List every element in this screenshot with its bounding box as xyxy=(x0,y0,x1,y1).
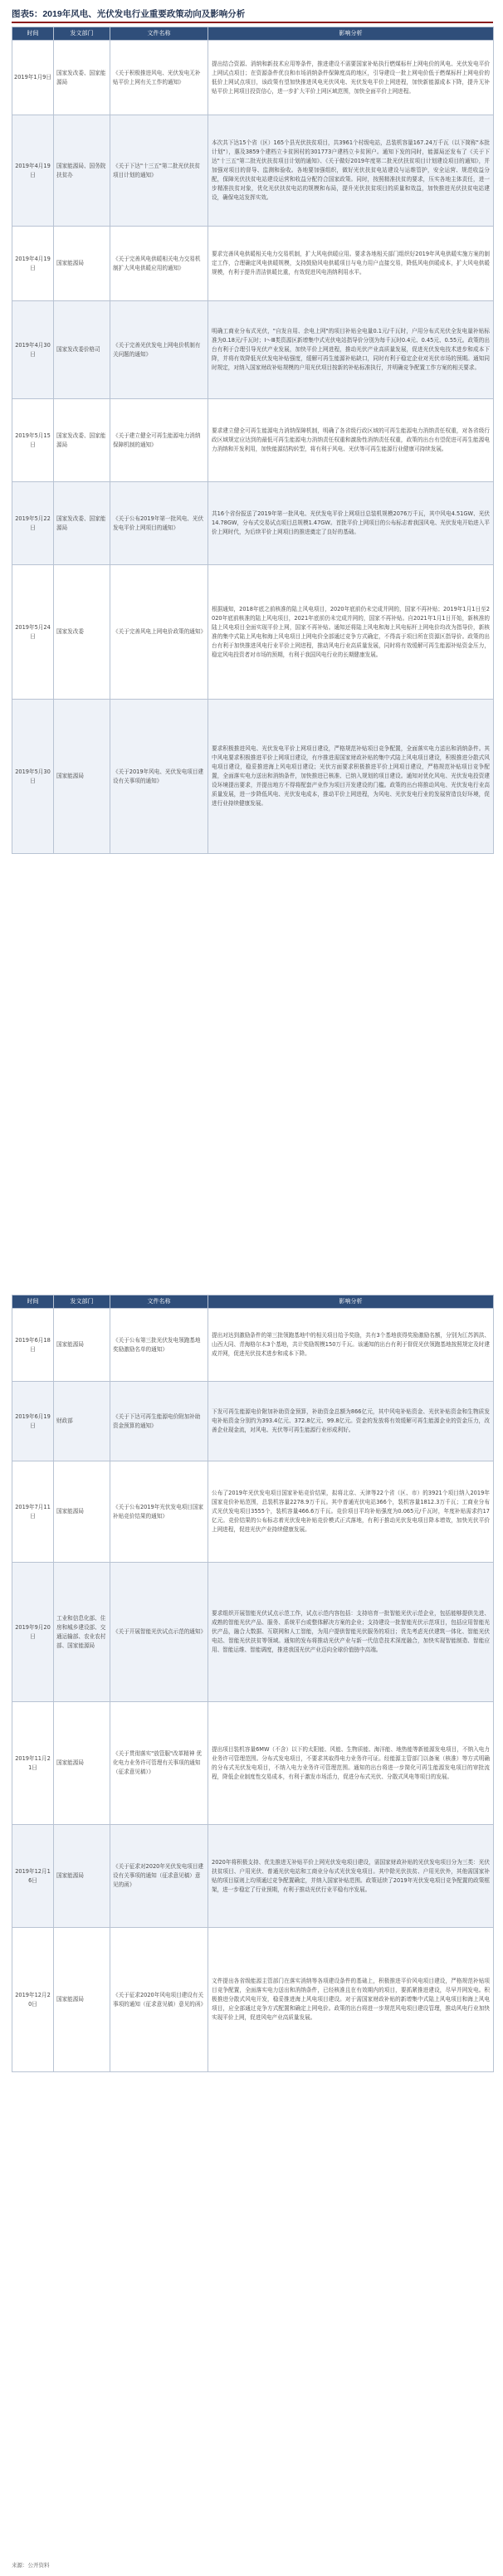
header-dept: 发文部门 xyxy=(54,1295,110,1309)
table-row xyxy=(12,1309,494,1382)
policy-table-part-2 xyxy=(12,1295,494,2072)
row-impact: 要求组织开展智能光伏试点示范工作，试点示范内容包括：支持培育一批智能光伏示范企业，包括能够提供先进、成熟的智能光伏产品、服务、系统平台或整体解决方案的企业；支持建设一批智能光伏示范项目，包括应用智能光伏产品，融合大数据、互联网和人工智能，为用户提供智能光伏服务的项目；优先考虑光伏建筑一体化、智能光伏电站、智能光伏扶贫等领域。通知的发布将推动光伏产业与新一代信息技术深度融合，加快实现智能制造、智能应用、智能运维、智能调度，推进我国光伏产业迈向全球价值链中高端。 xyxy=(208,1563,494,1702)
table-row xyxy=(12,482,494,565)
row-date: 2019年12月16日 xyxy=(12,1825,54,1928)
table-header-row xyxy=(12,27,494,41)
row-dept: 国家发改委、国家能源局 xyxy=(54,399,110,482)
row-impact: 根据通知，2018年底之前核准的陆上风电项目，2020年底前仍未完成并网的，国家不再补贴；2019年1月1日至2020年底前核准的陆上风电项目，2021年底前仍未完成并网的，国家不再补贴。自2021年1月1日开始，新核准的陆上风电项目全面实现平价上网，国家不再补贴。通知还将陆上风电和海上风电标杆上网电价均改为指导价，新核准的集中式陆上风电和海上风电项目上网电价全部通过竞争方式确定，不得高于项目所在资源区指导价。政策的出台有利于加快推进风电行业平价上网进程，推动风电行业高质量发展，同时将有效缓解可再生能源补贴资金压力，稳定风电投资者对市场的预期，有利于我国风电行业的长期健康发展。 xyxy=(208,565,494,700)
row-dept: 国家能源局 xyxy=(54,1825,110,1928)
row-date: 2019年5月30日 xyxy=(12,700,54,854)
row-dept: 工业和信息化部、住房和城乡建设部、交通运输部、农业农村部、国家能源局 xyxy=(54,1563,110,1702)
table-row xyxy=(12,115,494,227)
table-row xyxy=(12,1928,494,2072)
row-file: 《关于建立健全可再生能源电力消纳保障机制的通知》 xyxy=(110,399,208,482)
row-file: 《关于征求对2020年光伏发电项目建设有关事项的通知（征求意见稿）意见的函》 xyxy=(110,1825,208,1928)
row-file: 《关于完善光伏发电上网电价机制有关问题的通知》 xyxy=(110,301,208,399)
row-impact: 本次共下达15个省（区）165个县光伏扶贫项目，共3961个村级电站，总装机容量167.24万千瓦（以下简称"本批计划"），惠及3859个建档立卡贫困村的301773户建档立卡贫困户。通知下发的同时，能源局还发布了《关于下达"十三五"第二批光伏扶贫项目计划的通知》、《关于做好2019年度第二批光伏扶贫项目计划建设项目的通知》，并加强对项目的督导、监测和验收。各地要加强组织，做好光伏扶贫电站建设与运维管护，安全运营、规范收益分配，保障光伏扶贫电站建设运营和收益分配符合国家政策。同时，按照精准扶贫的要求，压实各地主体责任，进一步精准扶贫对象，优化光伏扶贫电站的规模和布局，提升光伏扶贫项目的质量和效益，加快推进光伏扶贫电站建设，确保电站发挥实效。 xyxy=(208,115,494,227)
row-impact: 共16个省份报送了2019年第一批风电、光伏发电平价上网项目总装机规模2076万千瓦，其中风电4.51GW、光伏14.78GW，分布式交易试点项目总规模1.47GW。首批平价上网项目的公布标志着我国风电、光伏发电开始进入平价上网时代，为后续平价上网项目的推进奠定了良好的基础。 xyxy=(208,482,494,565)
row-dept: 国家能源局 xyxy=(54,1309,110,1382)
table-row xyxy=(12,1563,494,1702)
row-file: 《关于公布2019年第一批风电、光伏发电平价上网项目的通知》 xyxy=(110,482,208,565)
row-file: 《关于下达可再生能源电价附加补助资金预算的通知》 xyxy=(110,1382,208,1461)
table-row xyxy=(12,41,494,115)
row-dept: 财政部 xyxy=(54,1382,110,1461)
header-file: 文件名称 xyxy=(110,1295,208,1309)
table-row xyxy=(12,1702,494,1825)
row-date: 2019年9月20日 xyxy=(12,1563,54,1702)
title-rule xyxy=(12,22,493,23)
row-date: 2019年4月19日 xyxy=(12,227,54,301)
row-date: 2019年6月18日 xyxy=(12,1309,54,1382)
table-row xyxy=(12,1382,494,1461)
header-impact: 影响分析 xyxy=(208,1295,494,1309)
row-dept: 国家能源局 xyxy=(54,1928,110,2072)
row-file: 《关于贯彻落实"放管服"改革精神 优化电力业务许可管理有关事项的通知（征求意见稿）》 xyxy=(110,1702,208,1825)
row-date: 2019年5月24日 xyxy=(12,565,54,700)
row-date: 2019年1月9日 xyxy=(12,41,54,115)
table-row xyxy=(12,399,494,482)
row-dept: 国家能源局 xyxy=(54,1461,110,1563)
row-date: 2019年4月19日 xyxy=(12,115,54,227)
table-row xyxy=(12,227,494,301)
header-date: 时间 xyxy=(12,1295,54,1309)
header-impact: 影响分析 xyxy=(208,27,494,41)
table-row xyxy=(12,1461,494,1563)
row-date: 2019年12月20日 xyxy=(12,1928,54,2072)
row-date: 2019年5月22日 xyxy=(12,482,54,565)
source-note: 来源：公开资料 xyxy=(12,2562,50,2569)
row-date: 2019年5月15日 xyxy=(12,399,54,482)
row-impact: 下发可再生能源电价附加补助资金预算，补助资金总额为866亿元，其中风电补贴资金、光伏补贴资金和生物质发电补贴资金分别约为393.4亿元、372.8亿元、99.8亿元。资金的发放将有效缓解可再生能源企业的资金压力，改善企业现金流，对风电、光伏等可再生能源行业形成利好。 xyxy=(208,1382,494,1461)
row-dept: 国家能源局 xyxy=(54,1702,110,1825)
row-date: 2019年7月11日 xyxy=(12,1461,54,1563)
table-row xyxy=(12,1825,494,1928)
row-dept: 国家发改委 xyxy=(54,565,110,700)
row-dept: 国家能源局 xyxy=(54,227,110,301)
row-dept: 国家发改委、国家能源局 xyxy=(54,41,110,115)
row-impact: 提出结合资源、消纳和新技术应用等条件，推进建设不需要国家补贴执行燃煤标杆上网电价的风电、光伏发电平价上网试点项目；在资源条件优良和市场消纳条件保障度高的地区，引导建设一批上网电价低于燃煤标杆上网电价的低价上网试点项目，该政策有望加快推进风电光伏风电、光伏发电平价上网进程，加快新能源成本下降，提升无补贴平价上网项目投资信心，进一步扩大平价上网区域范围，加快全面平价上网进程。 xyxy=(208,41,494,115)
row-impact: 要求完善风电供暖相关电力交易机制，扩大风电供暖应用。要求各地相关部门组织好2019年风电供暖实施方案的制定工作，合理确定风电供暖规模，支持鼓励风电供暖项目与电力用户直接交易，降低风电供暖成本，扩大风电供暖规模，有利于提升清洁供暖比重，有效促进风电消纳利用水平。 xyxy=(208,227,494,301)
row-dept: 国家发改委价格司 xyxy=(54,301,110,399)
row-file: 《关于开展智能光伏试点示范的通知》 xyxy=(110,1563,208,1702)
row-dept: 国家能源局 xyxy=(54,700,110,854)
header-file: 文件名称 xyxy=(110,27,208,41)
header-date: 时间 xyxy=(12,27,54,41)
table-row xyxy=(12,301,494,399)
row-file: 《关于完善风电上网电价政策的通知》 xyxy=(110,565,208,700)
row-file: 《关于2019年风电、光伏发电项目建设有关事项的通知》 xyxy=(110,700,208,854)
policy-table-part-1 xyxy=(12,27,494,854)
row-file: 《关于公布2019年光伏发电项目国家补贴竞价结果的通知》 xyxy=(110,1461,208,1563)
row-impact: 明确工商业分布式光伏，"自发自用、余电上网"的项目补贴全电量0.1元/千瓦时，户用分布式光伏全发电量补贴标准为0.18元/千瓦时；Ⅰ～Ⅲ类资源区新增集中式光伏电站指导价分别为每千瓦时0.4元、0.45元、0.55元。政策的出台有利于合理引导光伏产业发展，加快平价上网进程，推动光伏产业高质量发展，促进光伏发电技术进步和成本下降，并将有效降低光伏发电补贴强度，缓解可再生能源补贴缺口，同时有利于稳定企业对光伏市场的预期。通知同时规定，对纳入国家财政补贴规模的户用光伏项目按新的补贴标准执行，并明确竞争配置工作方案的相关要求。 xyxy=(208,301,494,399)
row-impact: 提出项目装机容量6MW（不含）以下的太阳能、风能、生物质能、海洋能、地热能等新能源发电项目，不纳入电力业务许可管理范围。分布式发电项目，不要求其取得电力业务许可证。经能源主管部门以备案（核准）等方式明确的分布式光伏发电项目，不纳入电力业务许可管理范围。通知的出台将进一步简化可再生能源发电项目的审批流程，降低企业制度性交易成本，有利于激发市场活力，促进分布式光伏、分散式风电等项目的发展。 xyxy=(208,1702,494,1825)
row-date: 2019年4月30日 xyxy=(12,301,54,399)
table-header-row xyxy=(12,1295,494,1309)
table-row xyxy=(12,700,494,854)
row-impact: 提出对达到激励条件的第三批领跑基地中的相关项目给予奖励，共有3个基地获得奖励激励名额，分别为江苏泗洪、山西大同、青海格尔木3个基地，共计奖励规模150万千瓦。该通知的出台有利于督促光伏领跑基地按照规定及时建成并网，促进光伏技术进步和成本下降。 xyxy=(208,1309,494,1382)
row-impact: 要求建立健全可再生能源电力消纳保障机制，明确了各省级行政区域的可再生能源电力消纳责任权重，对各省级行政区域规定应达到的最低可再生能源电力消纳责任权重和激励性消纳责任权重，政策的出台有望促进可再生能源电力消纳和开发利用，加快能源结构转型，将有利于风电、光伏等可再生能源行业健康可持续发展。 xyxy=(208,399,494,482)
figure-title: 图表5：2019年风电、光伏发电行业重要政策动向及影响分析 xyxy=(12,9,246,19)
row-file: 《关于完善风电供暖相关电力交易机制扩大风电供暖应用的通知》 xyxy=(110,227,208,301)
row-date: 2019年6月19日 xyxy=(12,1382,54,1461)
row-impact: 2020年将积极支持、优先推进无补贴平价上网光伏发电项目建设，需国家财政补贴的光伏发电项目分为三类：光伏扶贫项目、户用光伏、普通光伏电站和工商业分布式光伏发电项目。其中除光伏扶贫、户用光伏外，其他需国家补贴的项目原则上均须通过竞争配置确定，并纳入国家补贴范围。政策延续了2019年光伏发电项目竞争配置的政策框架，进一步稳定了行业预期，有利于推动光伏行业平稳有序发展。 xyxy=(208,1825,494,1928)
row-dept: 国家发改委、国家能源局 xyxy=(54,482,110,565)
row-date: 2019年11月21日 xyxy=(12,1702,54,1825)
table-row xyxy=(12,565,494,700)
row-dept: 国家能源局、国务院扶贫办 xyxy=(54,115,110,227)
header-dept: 发文部门 xyxy=(54,27,110,41)
row-impact: 公布了2019年光伏发电项目国家补贴竞价结果，拟将北京、天津等22个省（区、市）的3921个项目纳入2019年国家竞价补贴范围，总装机容量2278.9万千瓦。其中普通光伏电站366个，装机容量1812.3万千瓦；工商业分布式光伏发电项目3555个，装机容量466.6万千瓦。竞价项目平均补贴强度为0.065元/千瓦时，年度补贴需求约17亿元。竞价结果的公布标志着光伏发电补贴竞价模式正式落地，有利于推动光伏发电项目降本增效，加快光伏平价上网进程，促进光伏产业持续健康发展。 xyxy=(208,1461,494,1563)
row-file: 《关于下达"十三五"第二批光伏扶贫项目计划的通知》 xyxy=(110,115,208,227)
row-impact: 文件提出各省级能源主管部门在落实消纳等各项建设条件的基础上，积极推进平价风电项目建设，严格规范补贴项目竞争配置，全面落实电力送出和消纳条件，已经核准且在有效期内的项目，要抓紧推进建设，尽早并网发电。积极推进分散式风电开发，稳妥推进海上风电项目建设。对于需国家财政补贴的新增集中式陆上风电项目和海上风电项目，应全部通过竞争方式配置和确定上网电价。政策的出台将进一步规范风电项目建设管理，推动风电行业加快实现平价上网，促进风电产业高质量发展。 xyxy=(208,1928,494,2072)
row-file: 《关于积极推进风电、光伏发电无补贴平价上网有关工作的通知》 xyxy=(110,41,208,115)
row-file: 《关于征求2020年风电项目建设有关事项的通知（征求意见稿）意见的函》 xyxy=(110,1928,208,2072)
row-impact: 要求积极推进风电、光伏发电平价上网项目建设，严格规范补贴项目竞争配置，全面落实电力送出和消纳条件。其中风电要求积极推进平价上网项目建设，有序推进需国家财政补贴的集中式陆上风电项目建设，积极推进分散式风电项目建设，稳妥推进海上风电项目建设；光伏方面要求积极推进平价上网项目建设，严格规范补贴项目竞争配置，全面落实电力送出和消纳条件，加快推进已核准、已纳入规划的项目建设。通知对优化风电、光伏发电投资建设环境提出要求，并提出地方不得将配套产业作为项目开发建设的门槛。政策的出台将推动风电、光伏发电行业高质量发展，进一步降低风电、光伏发电成本，推动平价上网进程，为风电、光伏发电行业的发展营造良好环境，促进行业持续健康发展。 xyxy=(208,700,494,854)
row-file: 《关于公布第三批光伏发电领跑基地奖励激励名单的通知》 xyxy=(110,1309,208,1382)
